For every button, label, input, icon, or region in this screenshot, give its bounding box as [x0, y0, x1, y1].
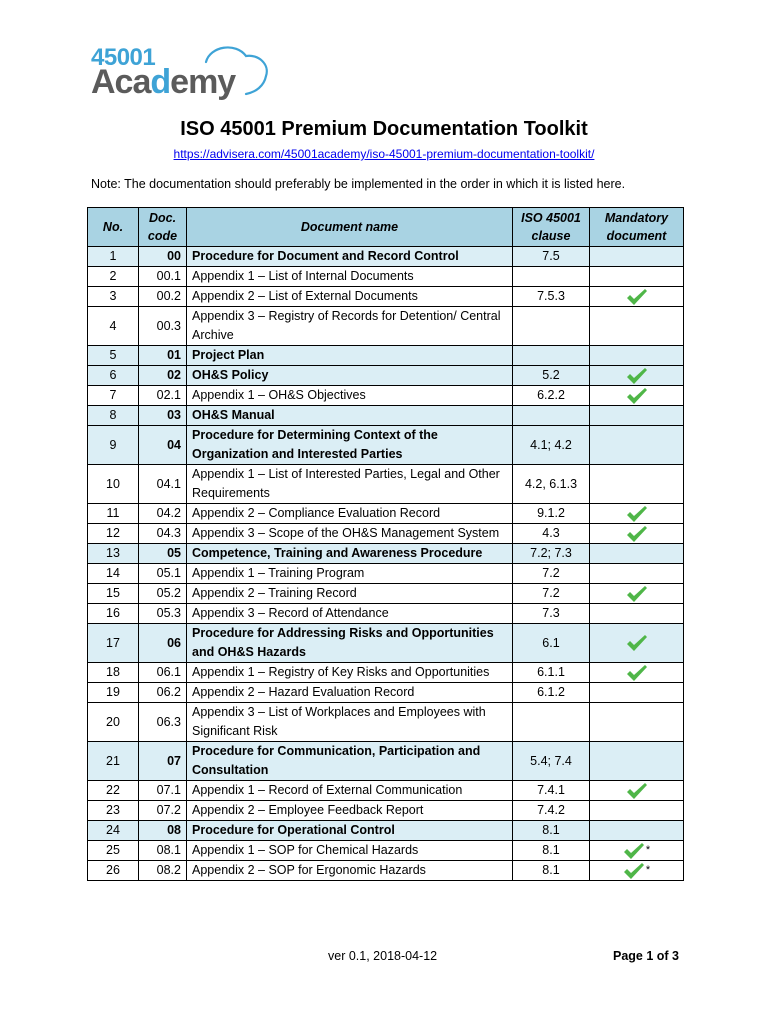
document-name: Appendix 1 – List of Internal Documents	[187, 267, 513, 287]
mandatory-cell	[590, 604, 684, 624]
iso-clause	[513, 406, 590, 426]
mandatory-cell	[590, 742, 684, 781]
row-number: 25	[88, 841, 139, 861]
document-name: Appendix 1 – Record of External Communication	[187, 781, 513, 801]
documents-table	[87, 207, 684, 881]
asterisk-mark: *	[645, 864, 651, 876]
doc-code: 07.1	[139, 781, 187, 801]
doc-code: 05	[139, 544, 187, 564]
table-row	[88, 267, 684, 287]
row-number: 6	[88, 366, 139, 386]
table-header-row	[88, 208, 684, 247]
document-name: Procedure for Operational Control	[187, 821, 513, 841]
checkmark-icon	[626, 525, 648, 543]
document-name: Appendix 1 – Registry of Key Risks and Opportunities	[187, 663, 513, 683]
iso-clause: 7.3	[513, 604, 590, 624]
iso-clause: 7.5.3	[513, 287, 590, 307]
order-note: Note: The documentation should preferably be implemented in the order in which it is listed here.	[91, 177, 626, 191]
row-number: 9	[88, 426, 139, 465]
doc-code: 02.1	[139, 386, 187, 406]
row-number: 19	[88, 683, 139, 703]
iso-clause: 8.1	[513, 861, 590, 881]
logo-number: 45001	[91, 44, 156, 71]
doc-code: 06.1	[139, 663, 187, 683]
table-row	[88, 781, 684, 801]
iso-clause: 7.2	[513, 584, 590, 604]
table-row	[88, 524, 684, 544]
doc-code: 03	[139, 406, 187, 426]
row-number: 22	[88, 781, 139, 801]
checkmark-icon	[626, 387, 648, 405]
table-row	[88, 247, 684, 267]
mandatory-cell	[590, 524, 684, 544]
row-number: 21	[88, 742, 139, 781]
table-row	[88, 346, 684, 366]
doc-code: 06.2	[139, 683, 187, 703]
asterisk-mark: *	[645, 844, 651, 856]
document-name: Appendix 3 – List of Workplaces and Employees with Significant Risk	[187, 703, 513, 742]
iso-clause	[513, 703, 590, 742]
row-number: 20	[88, 703, 139, 742]
mandatory-cell	[590, 663, 684, 683]
document-name: Appendix 2 – SOP for Ergonomic Hazards	[187, 861, 513, 881]
mandatory-cell	[590, 544, 684, 564]
document-name: Appendix 1 – Training Program	[187, 564, 513, 584]
mandatory-cell	[590, 267, 684, 287]
page-title: ISO 45001 Premium Documentation Toolkit	[180, 118, 588, 140]
iso-clause: 7.2; 7.3	[513, 544, 590, 564]
table-row	[88, 624, 684, 663]
doc-code: 08	[139, 821, 187, 841]
doc-code: 00.3	[139, 307, 187, 346]
document-name: Appendix 2 – Training Record	[187, 584, 513, 604]
row-number: 23	[88, 801, 139, 821]
document-name: Procedure for Communication, Participation and Consultation	[187, 742, 513, 781]
checkmark-icon	[626, 505, 648, 523]
row-number: 15	[88, 584, 139, 604]
document-name: Appendix 2 – Employee Feedback Report	[187, 801, 513, 821]
table-row	[88, 841, 684, 861]
mandatory-cell	[590, 287, 684, 307]
iso-clause: 5.4; 7.4	[513, 742, 590, 781]
doc-code: 07	[139, 742, 187, 781]
row-number: 5	[88, 346, 139, 366]
mandatory-cell	[590, 683, 684, 703]
table-row	[88, 307, 684, 346]
table-body	[88, 247, 684, 881]
table-row	[88, 742, 684, 781]
doc-code: 02	[139, 366, 187, 386]
mandatory-cell	[590, 386, 684, 406]
mandatory-cell	[590, 801, 684, 821]
table-row	[88, 663, 684, 683]
document-name: Project Plan	[187, 346, 513, 366]
row-number: 12	[88, 524, 139, 544]
table-row	[88, 386, 684, 406]
table-row	[88, 366, 684, 386]
checkmark-icon	[626, 367, 648, 385]
mandatory-cell	[590, 584, 684, 604]
document-name: Appendix 1 – OH&S Objectives	[187, 386, 513, 406]
doc-code: 05.1	[139, 564, 187, 584]
checkmark-icon	[626, 782, 648, 800]
checkmark-icon	[626, 585, 648, 603]
document-name: OH&S Manual	[187, 406, 513, 426]
table-row	[88, 683, 684, 703]
doc-code: 06.3	[139, 703, 187, 742]
doc-code: 06	[139, 624, 187, 663]
header-no: No.	[88, 208, 139, 247]
row-number: 16	[88, 604, 139, 624]
checkmark-icon	[626, 664, 648, 682]
iso-clause: 7.5	[513, 247, 590, 267]
mandatory-cell	[590, 366, 684, 386]
row-number: 8	[88, 406, 139, 426]
mandatory-cell	[590, 247, 684, 267]
mandatory-cell	[590, 703, 684, 742]
table-row	[88, 604, 684, 624]
mandatory-cell	[590, 426, 684, 465]
row-number: 18	[88, 663, 139, 683]
doc-code: 04.3	[139, 524, 187, 544]
doc-code: 05.3	[139, 604, 187, 624]
document-name: Competence, Training and Awareness Procedure	[187, 544, 513, 564]
iso-clause: 5.2	[513, 366, 590, 386]
row-number: 7	[88, 386, 139, 406]
table-row	[88, 426, 684, 465]
checkmark-icon	[623, 842, 645, 860]
doc-code: 07.2	[139, 801, 187, 821]
row-number: 11	[88, 504, 139, 524]
document-name: Appendix 1 – SOP for Chemical Hazards	[187, 841, 513, 861]
iso-clause: 6.1.2	[513, 683, 590, 703]
academy-logo	[88, 42, 273, 104]
row-number: 3	[88, 287, 139, 307]
iso-clause: 4.2, 6.1.3	[513, 465, 590, 504]
row-number: 14	[88, 564, 139, 584]
mandatory-cell	[590, 781, 684, 801]
logo-name: Academy	[91, 63, 236, 101]
row-number: 13	[88, 544, 139, 564]
doc-code: 08.1	[139, 841, 187, 861]
document-name: Appendix 2 – List of External Documents	[187, 287, 513, 307]
doc-code: 00.1	[139, 267, 187, 287]
table-row	[88, 465, 684, 504]
mandatory-cell	[590, 346, 684, 366]
document-name: Appendix 2 – Hazard Evaluation Record	[187, 683, 513, 703]
iso-clause: 6.2.2	[513, 386, 590, 406]
doc-code: 04.2	[139, 504, 187, 524]
table-row	[88, 406, 684, 426]
row-number: 1	[88, 247, 139, 267]
document-name: Appendix 3 – Record of Attendance	[187, 604, 513, 624]
iso-clause	[513, 267, 590, 287]
document-name: OH&S Policy	[187, 366, 513, 386]
table-row	[88, 564, 684, 584]
header-mandatory: Mandatory document	[590, 208, 684, 247]
document-name: Appendix 3 – Registry of Records for Detention/ Central Archive	[187, 307, 513, 346]
footer-version: ver 0.1, 2018-04-12	[328, 949, 438, 963]
doc-code: 08.2	[139, 861, 187, 881]
table-row	[88, 287, 684, 307]
doc-code: 04.1	[139, 465, 187, 504]
footer-page-number: Page 1 of 3	[613, 949, 679, 963]
iso-clause: 8.1	[513, 841, 590, 861]
doc-code: 01	[139, 346, 187, 366]
iso-clause: 7.2	[513, 564, 590, 584]
table-row	[88, 504, 684, 524]
row-number: 26	[88, 861, 139, 881]
iso-clause: 4.1; 4.2	[513, 426, 590, 465]
mandatory-cell	[590, 504, 684, 524]
mandatory-cell	[590, 821, 684, 841]
mandatory-cell	[590, 564, 684, 584]
table-row	[88, 861, 684, 881]
doc-code: 00.2	[139, 287, 187, 307]
row-number: 4	[88, 307, 139, 346]
doc-code: 04	[139, 426, 187, 465]
toolkit-link[interactable]: https://advisera.com/45001academy/iso-45001-premium-documentation-toolkit/	[173, 147, 595, 161]
row-number: 17	[88, 624, 139, 663]
mandatory-cell	[590, 406, 684, 426]
row-number: 2	[88, 267, 139, 287]
row-number: 10	[88, 465, 139, 504]
iso-clause: 9.1.2	[513, 504, 590, 524]
mandatory-cell	[590, 624, 684, 663]
table-row	[88, 544, 684, 564]
doc-code: 05.2	[139, 584, 187, 604]
mandatory-cell	[590, 861, 684, 881]
document-name: Appendix 1 – List of Interested Parties, Legal and Other Requirements	[187, 465, 513, 504]
table-row	[88, 703, 684, 742]
document-name: Procedure for Document and Record Control	[187, 247, 513, 267]
row-number: 24	[88, 821, 139, 841]
document-name: Procedure for Addressing Risks and Opportunities and OH&S Hazards	[187, 624, 513, 663]
mandatory-cell	[590, 307, 684, 346]
iso-clause: 7.4.2	[513, 801, 590, 821]
iso-clause: 6.1	[513, 624, 590, 663]
iso-clause: 8.1	[513, 821, 590, 841]
header-iso-clause: ISO 45001 clause	[513, 208, 590, 247]
mandatory-cell	[590, 465, 684, 504]
iso-clause: 4.3	[513, 524, 590, 544]
table-row	[88, 584, 684, 604]
checkmark-icon	[626, 288, 648, 306]
document-name: Procedure for Determining Context of the Organization and Interested Parties	[187, 426, 513, 465]
iso-clause: 7.4.1	[513, 781, 590, 801]
iso-clause	[513, 307, 590, 346]
doc-code: 00	[139, 247, 187, 267]
table-row	[88, 821, 684, 841]
checkmark-icon	[623, 862, 645, 880]
document-name: Appendix 2 – Compliance Evaluation Record	[187, 504, 513, 524]
header-doc-code: Doc. code	[139, 208, 187, 247]
iso-clause: 6.1.1	[513, 663, 590, 683]
iso-clause	[513, 346, 590, 366]
document-name: Appendix 3 – Scope of the OH&S Management System	[187, 524, 513, 544]
mandatory-cell	[590, 841, 684, 861]
table-row	[88, 801, 684, 821]
checkmark-icon	[626, 634, 648, 652]
header-document-name: Document name	[187, 208, 513, 247]
